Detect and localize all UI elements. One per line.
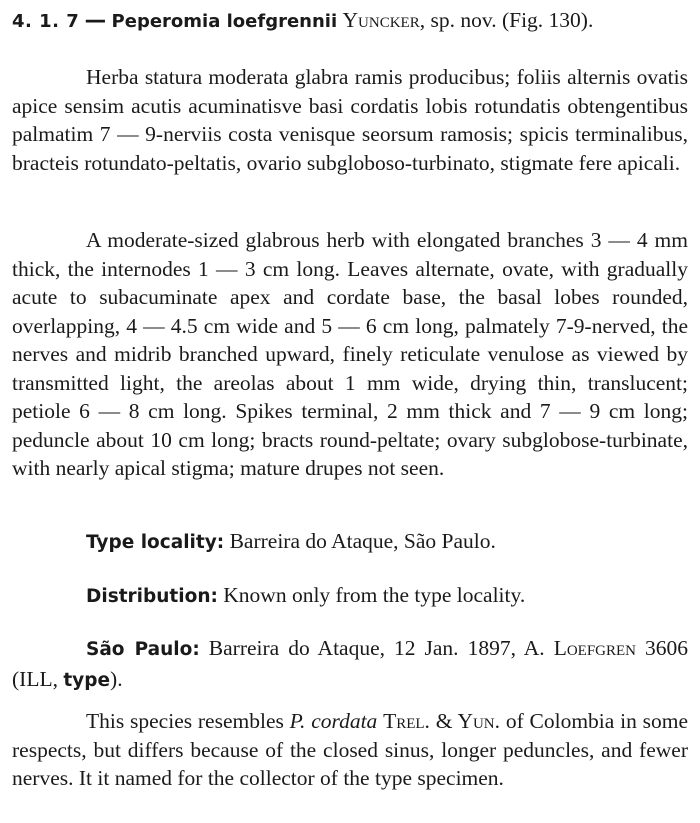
latin-description: Herba statura moderata glabra ramis producibus; foliis alternis ovatis apice sensim acutis acuminatisve basi cordatis lobis rotundatis obtengentibus palmatim 7 — 9-nerviis costa venisque seorsum ramosis; spicis terminalibus, bracteis rotundato-peltatis, ovario subgloboso-turbinato, stigmate fere apicali. — [12, 65, 688, 175]
type-locality-label: Type locality: — [86, 532, 225, 553]
specimen-text: Barreira do Ataque, 12 Jan. 1897, A. — [208, 636, 545, 660]
species-number: 4. 1. 7 — [12, 11, 80, 32]
heading-dash: — — [84, 8, 107, 33]
species-name: Peperomia loefgrennii — [111, 11, 338, 32]
figure-reference: (Fig. 130). — [501, 8, 594, 32]
species-author: Yuncker — [342, 8, 420, 32]
note-authors: Trel. & Yun. — [383, 709, 501, 733]
note-part2: of Colombia in some respects, but differs because of the closed sinus, longer peduncles, and fewer nerves. It it named for the collector of the type specimen. — [12, 709, 689, 790]
type-locality-value: Barreira do Ataque, São Paulo. — [229, 529, 496, 553]
specimen-number: 3606 (ILL, — [12, 636, 689, 691]
specimen-label: São Paulo: — [86, 639, 200, 660]
distribution — [86, 581, 686, 611]
specimen-type: type — [63, 669, 111, 691]
specimen-citation — [12, 634, 688, 695]
english-description: A moderate-sized glabrous herb with elongated branches 3 — 4 mm thick, the internodes 1 — 3 cm long. Leaves alternate, ovate, with gradually acute to subacuminate apex and cordate base, the basal lobes rounded, overlapping, 4 — 4.5 cm wide and 5 — 6 cm long, palmately 7-9-nerved, the nerves and midrib branched upward, finely reticulate venulose as viewed by transmitted light, the areolas about 1 mm wide, drying thin, translucent; petiole 6 — 8 cm long. Spikes terminal, 2 mm thick and 7 — 9 cm long; peduncle about 10 cm long; bracts round-peltate; ovary subglobose-turbinate, with nearly apical stigma; mature drupes not seen. — [12, 228, 688, 480]
distribution-label: Distribution: — [86, 586, 218, 607]
comparison-note — [12, 707, 688, 793]
note-part1: This species resembles — [86, 709, 284, 733]
distribution-value: Known only from the type locality. — [223, 583, 526, 607]
species-status: , sp. nov. — [419, 8, 497, 32]
note-species: P. cordata — [289, 709, 378, 733]
species-heading — [12, 6, 692, 36]
specimen-close: ). — [110, 666, 123, 691]
specimen-collector: Loefgren — [553, 636, 636, 660]
type-locality — [86, 527, 686, 557]
